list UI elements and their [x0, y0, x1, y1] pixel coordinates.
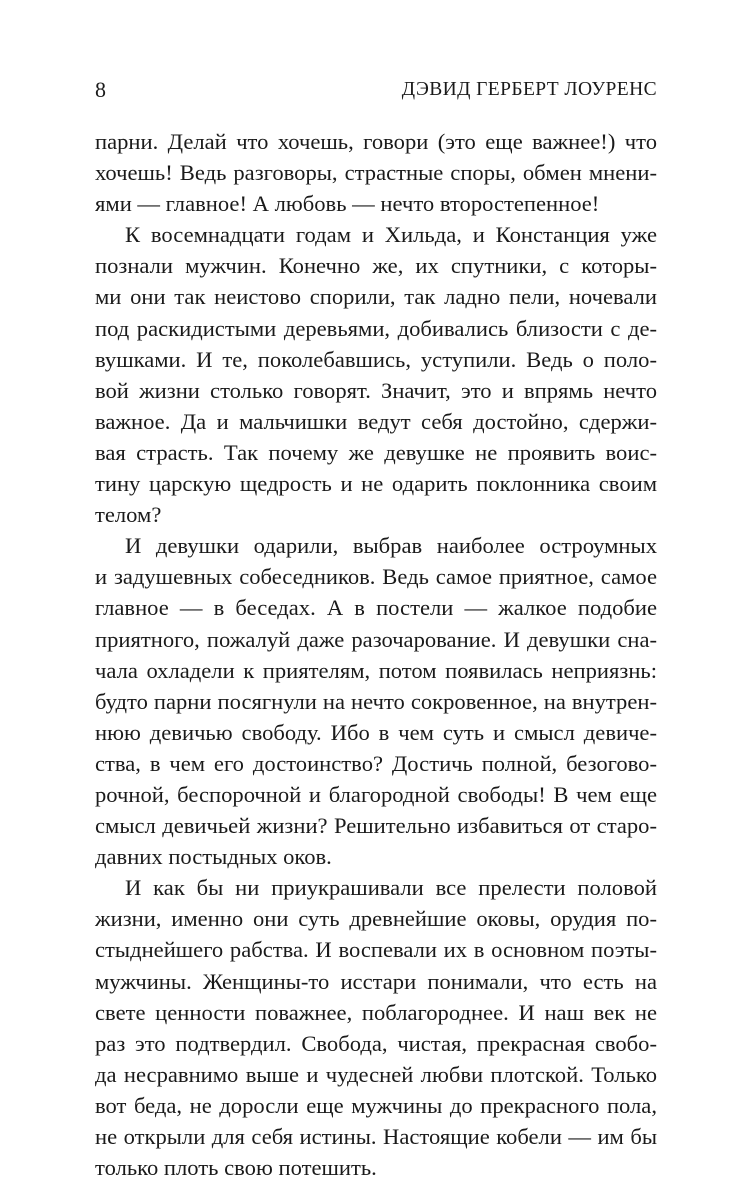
text-line: рочной, беспорочной и благородной свободы! В чем еще [95, 781, 657, 807]
text-line: К восемнадцати годам и Хильда, и Констанция уже [125, 222, 657, 248]
text-line: вот беда, не доросли еще мужчины до прекрасного пола, [95, 1092, 657, 1118]
page-number: 8 [95, 77, 106, 102]
text-line: ми они так неистово спорили, так ладно пели, ночевали [95, 284, 657, 310]
paragraph [95, 219, 657, 530]
text-line: вой жизни столько говорят. Значит, это и впрямь нечто [95, 377, 657, 403]
text-line: свете ценности поважнее, поблагороднее. И наш век не [95, 999, 657, 1025]
text-line: хочешь! Ведь разговоры, страстные споры, обмен мнени- [95, 160, 657, 186]
paragraph [95, 126, 657, 219]
text-line: смысл девичьей жизни? Решительно избавиться от старо- [95, 813, 657, 839]
paragraph [95, 530, 657, 872]
text-line: вушками. И те, поколебавшись, уступили. Ведь о поло- [95, 346, 657, 372]
text-line: не открыли для себя истины. Настоящие кобели — им бы [95, 1124, 657, 1149]
text-line: телом? [95, 502, 162, 528]
text-line: давних постыдных оков. [95, 844, 332, 870]
text-line: под раскидистыми деревьями, добивались близости с де- [95, 315, 657, 341]
text-line: ями — главное! А любовь — нечто второстепенное! [95, 191, 600, 217]
text-line: тину царскую щедрость и не одарить поклонника своим [95, 471, 657, 497]
text-line: и задушевных собеседников. Ведь самое приятное, самое [95, 564, 657, 590]
text-line: раз это подтвердил. Свобода, чистая, прекрасная свобо- [95, 1030, 657, 1056]
running-title: ДЭВИД ГЕРБЕРТ ЛОУРЕНС [401, 79, 657, 100]
text-line: главное — в беседах. А в постели — жалкое подобие [95, 595, 657, 621]
text-line: стыднейшего рабства. И воспевали их в основном поэты- [95, 937, 657, 963]
body-text [95, 126, 657, 1183]
text-line: да несравнимо выше и чудесней любви плотской. Только [95, 1061, 657, 1087]
text-line: жизни, именно они суть древнейшие оковы, орудия по- [95, 906, 657, 932]
text-line: чала охладели к приятелям, потом появилась неприязнь: [95, 657, 657, 683]
text-line: И девушки одарили, выбрав наиболее остроумных [125, 533, 657, 559]
text-line: приятного, пожалуй даже разочарование. И девушки сна- [95, 626, 657, 652]
paragraph [95, 872, 657, 1183]
text-line: И как бы ни приукрашивали все прелести половой [125, 875, 657, 901]
text-line: важное. Да и мальчишки ведут себя достойно, сдержи- [95, 408, 657, 434]
text-line: нюю девичью свободу. Ибо в чем суть и смысл девиче- [95, 719, 657, 745]
text-line: познали мужчин. Конечно же, их спутники, с которы- [95, 253, 657, 279]
text-line: мужчины. Женщины-то исстари понимали, что есть на [95, 968, 657, 994]
text-line: ства, в чем его достоинство? Достичь полной, безогово- [95, 750, 657, 776]
running-head [95, 72, 657, 108]
text-line: только плоть свою потешить. [95, 1155, 377, 1181]
text-line: будто парни посягнули на нечто сокровенное, на внутрен- [95, 688, 657, 714]
text-line: вая страсть. Так почему же девушке не проявить воис- [95, 439, 657, 465]
text-line: парни. Делай что хочешь, говори (это еще важнее!) что [95, 129, 657, 154]
